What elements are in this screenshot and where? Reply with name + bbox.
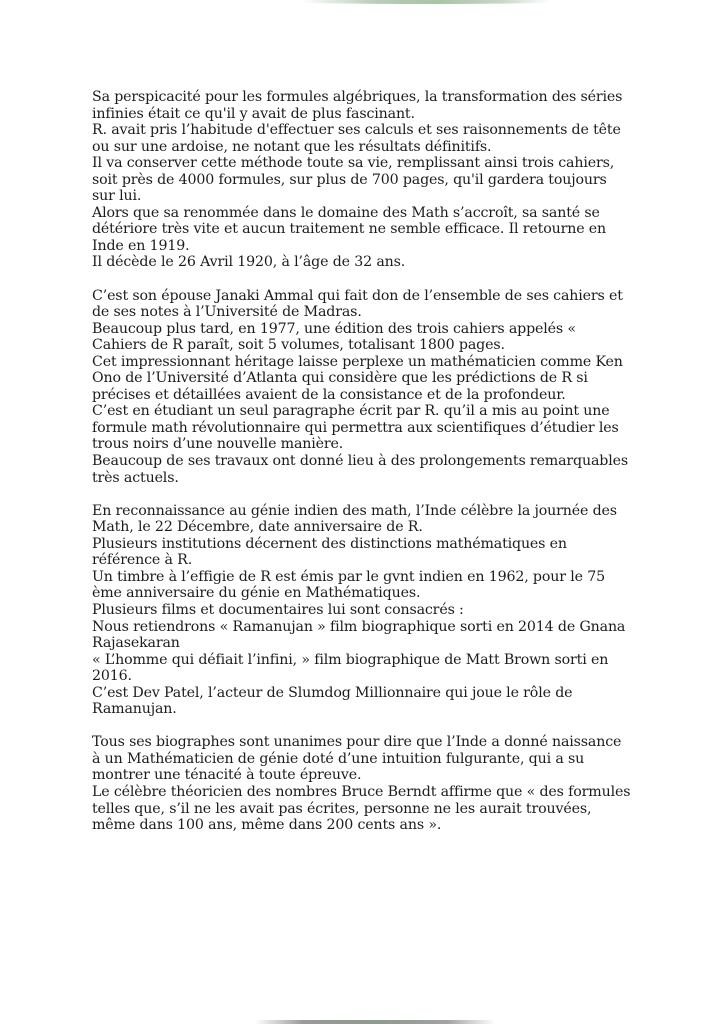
section-recognition xyxy=(92,503,632,718)
paragraph: Un timbre à l’effigie de R est émis par le gvnt indien en 1962, pour le 75 ème anniversaire du génie en Mathématiques. xyxy=(92,568,605,602)
paragraph: Plusieurs films et documentaires lui sont consacrés : xyxy=(92,601,464,618)
paragraph: Alors que sa renommée dans le domaine des Math s’accroît, sa santé se détériore très vite et aucun traitement ne semble efficace. Il retourne en Inde en 1919. xyxy=(92,204,607,254)
paragraph: Beaucoup plus tard, en 1977, une édition des trois cahiers appelés « Cahiers de R paraît, soit 5 volumes, totalisant 1800 pages. xyxy=(92,320,576,354)
paragraph: Sa perspicacité pour les formules algébriques, la transformation des séries infinies était ce qu'il y avait de plus fascinant. xyxy=(92,89,623,122)
paragraph: C’est son épouse Janaki Ammal qui fait don de l’ensemble de ses cahiers et de ses notes à l’Université de Madras. xyxy=(92,287,623,321)
scan-edge-bottom xyxy=(255,1020,495,1024)
paragraph: En reconnaissance au génie indien des math, l’Inde célèbre la journée des Math, le 22 Décembre, date anniversaire de R. xyxy=(92,502,617,536)
paragraph: Nous retiendrons « Ramanujan » film biographique sorti en 2014 de Gnana Rajasekaran xyxy=(92,618,626,652)
section-biographers xyxy=(92,734,632,833)
paragraph: « L’homme qui défiait l’infini, » film biographique de Matt Brown sorti en 2016. xyxy=(92,651,609,685)
paragraph: C’est en étudiant un seul paragraphe écrit par R. qu’il a mis au point une formule math révolutionnaire qui permettra aux scientifiques d’étudier les trous noirs d’une nouvelle manière. xyxy=(92,403,619,453)
paragraph: R. avait pris l’habitude d'effectuer ses calculs et ses raisonnements de tête ou sur une ardoise, ne notant que les résultats définitifs. xyxy=(92,122,621,155)
paragraph: Il décède le 26 Avril 1920, à l’âge de 32 ans. xyxy=(92,254,406,271)
document-page xyxy=(92,89,632,834)
paragraph: Cet impressionnant héritage laisse perplexe un mathématicien comme Ken Ono de l’Université d’Atlanta qui considère que les prédictions de R si précises et détaillées avaient de la consistance et de la profondeur. xyxy=(92,353,623,403)
section-notebooks-and-death xyxy=(92,89,632,271)
paragraph: Tous ses biographes sont unanimes pour dire que l’Inde a donné naissance à un Mathématicien de génie doté d’une intuition fulgurante, qui a su montrer une ténacité à toute épreuve. xyxy=(92,734,622,784)
scan-edge-top xyxy=(300,0,550,4)
paragraph: Beaucoup de ses travaux ont donné lieu à des prolongements remarquables très actuels. xyxy=(92,453,628,486)
paragraph: Plusieurs institutions décernent des distinctions mathématiques en référence à R. xyxy=(92,535,567,569)
paragraph: C’est Dev Patel, l’acteur de Slumdog Millionnaire qui joue le rôle de Ramanujan. xyxy=(92,684,573,718)
section-legacy xyxy=(92,288,632,487)
paragraph: Il va conserver cette méthode toute sa vie, remplissant ainsi trois cahiers, soit près de 4000 formules, sur plus de 700 pages, qu'il gardera toujours sur lui. xyxy=(92,155,615,205)
paragraph: Le célèbre théoricien des nombres Bruce Berndt affirme que « des formules telles que, s’il ne les avait pas écrites, personne ne les aurait trouvées, même dans 100 ans, même dans 200 cents ans ». xyxy=(92,783,631,834)
